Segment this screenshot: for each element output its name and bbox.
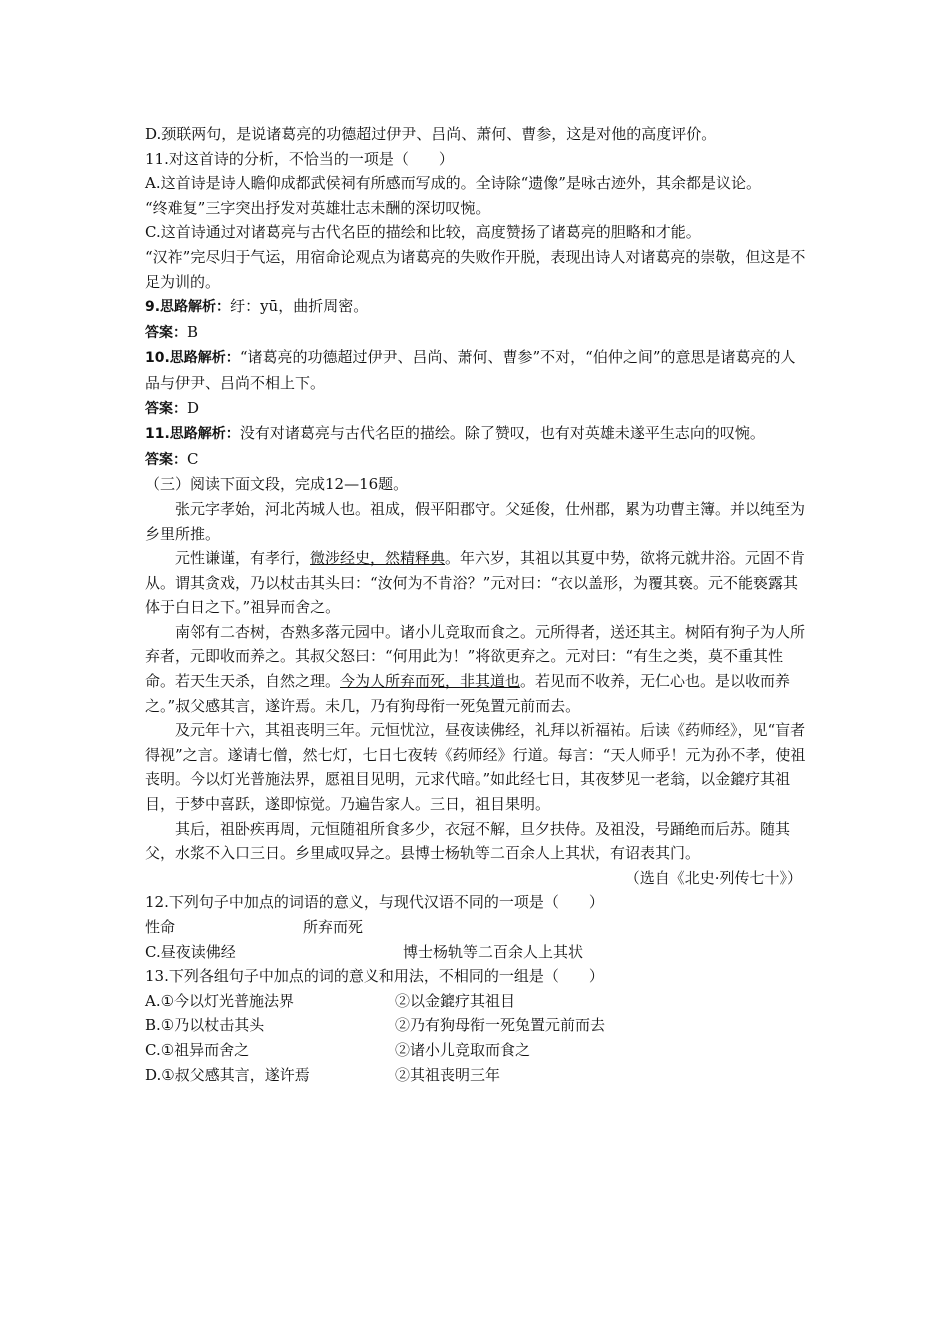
answer-10: 答案：D — [145, 398, 200, 417]
q12-option-a: 性命 — [145, 918, 176, 936]
option-d-line: D.颈联两句，是说诸葛亮的功德超过伊尹、吕尚、萧何、曹参，这是对他的高度评价。 — [145, 125, 717, 143]
q12-options-row-1 — [145, 915, 810, 940]
q12-options-row-2 — [145, 940, 810, 965]
passage-paragraph-5: 其后，祖卧疾再周，元恒随祖所食多少，衣冠不解，旦夕扶侍。及祖没，号踊绝而后苏。随其父，水浆不入口三日。乡里咸叹异之。县博士杨轨等二百余人上其状，有诏表其门。 — [145, 819, 791, 863]
passage-paragraph-2: 元性谦谨，有孝行，微涉经史，然精释典。年六岁，其祖以其夏中势，欲将元就井浴。元固不肯从。谓其贪戏，乃以杖击其头曰：“汝何为不肯浴？”元对曰：“衣以盖形，为覆其亵。元不能亵露其体于白日之下。”祖异而舍之。 — [145, 549, 806, 617]
question-11: 11.对这首诗的分析，不恰当的一项是（ ） — [145, 149, 454, 168]
analysis-9: 9.思路解析：纡：yū，曲折周密。 — [145, 297, 369, 316]
option-d: “汉祚”完尽归于气运，用宿命论观点为诸葛亮的失败作开脱，表现出诗人对诸葛亮的崇敬，但这是不足为训的。 — [145, 247, 806, 291]
passage-paragraph-4: 及元年十六，其祖丧明三年。元恒忧泣，昼夜读佛经，礼拜以祈福祐。后读《药师经》，见“盲者得视”之言。遂请七僧，然七灯，七日七夜转《药师经》行道。每言：“天人师乎！元为孙不孝，使祖丧明。今以灯光普施法界，愿祖目见明，元求代暗。”如此经七日，其夜梦见一老翁，以金鎞疗其祖目，于梦中喜跃，遂即惊觉。乃遍告家人。三日，祖目果明。 — [145, 721, 806, 814]
option-b: “终难复”三字突出抒发对英雄壮志未酬的深切叹惋。 — [145, 198, 491, 217]
option-c: C.这首诗通过对诸葛亮与古代名臣的描绘和比较，高度赞扬了诸葛亮的胆略和才能。 — [145, 223, 701, 242]
q13-option-b: B.①乃以杖击其头 ②乃有狗母衔一死兔置元前而去 — [145, 1016, 606, 1035]
document-page — [145, 122, 810, 1087]
question-12: 12.下列句子中加点的词语的意义，与现代汉语不同的一项是（ ） — [145, 893, 604, 912]
passage-paragraph-1: 张元字孝始，河北芮城人也。祖成，假平阳郡守。父延俊，仕州郡，累为功曹主簿。并以纯至为乡里所推。 — [145, 499, 806, 543]
underlined-phrase: 今为人所弃而死，非其道也 — [340, 672, 521, 691]
q13-option-d: D.①叔父感其言，遂许焉 ②其祖丧明三年 — [145, 1065, 501, 1084]
question-13: 13.下列各组句子中加点的词的意义和用法，不相同的一组是（ ） — [145, 967, 604, 986]
passage-paragraph-3: 南邻有二杏树，杏熟多落元园中。诸小儿竞取而食之。元所得者，送还其主。树陌有狗子为人所弃者，元即收而养之。其叔父怒曰：“何用此为！”将欲更弃之。元对曰：“有生之类，莫不重其性命。若天生天杀，自然之理。今为人所弃而死，非其道也。若见而不收养，无仁心也。是以收而养之。”叔父感其言，遂许焉。未几，乃有狗母衔一死兔置元前而去。 — [145, 622, 806, 715]
analysis-10: 10.思路解析：“诸葛亮的功德超过伊尹、吕尚、萧何、曹参”不对，“伯仲之间”的意思是诸葛亮的人品与伊尹、吕尚不相上下。 — [145, 348, 796, 392]
section-heading: （三）阅读下面文段，完成12—16题。 — [145, 475, 409, 494]
answer-11: 答案：C — [145, 449, 199, 468]
option-a: A.这首诗是诗人瞻仰成都武侯祠有所感而写成的。全诗除“遗像”是咏古迹外，其余都是议论。 — [145, 174, 761, 193]
q12-option-d: 博士杨轨等二百余人上其状 — [403, 942, 584, 961]
source-citation: （选自《北史·列传七十》） — [624, 868, 802, 887]
underlined-phrase: 微涉经史，然精释典 — [310, 549, 446, 568]
q12-option-c: C.昼夜读佛经 — [145, 942, 236, 961]
q13-option-c: C.①祖异而舍之 ②诸小儿竞取而食之 — [145, 1040, 531, 1059]
q13-option-a: A.①今以灯光普施法界 ②以金鎞疗其祖目 — [145, 991, 516, 1010]
analysis-11: 11.思路解析：没有对诸葛亮与古代名臣的描绘。除了赞叹，也有对英雄未遂平生志向的叹惋。 — [145, 424, 765, 443]
q12-option-b: 所弃而死 — [303, 918, 364, 936]
answer-9: 答案：B — [145, 322, 199, 341]
